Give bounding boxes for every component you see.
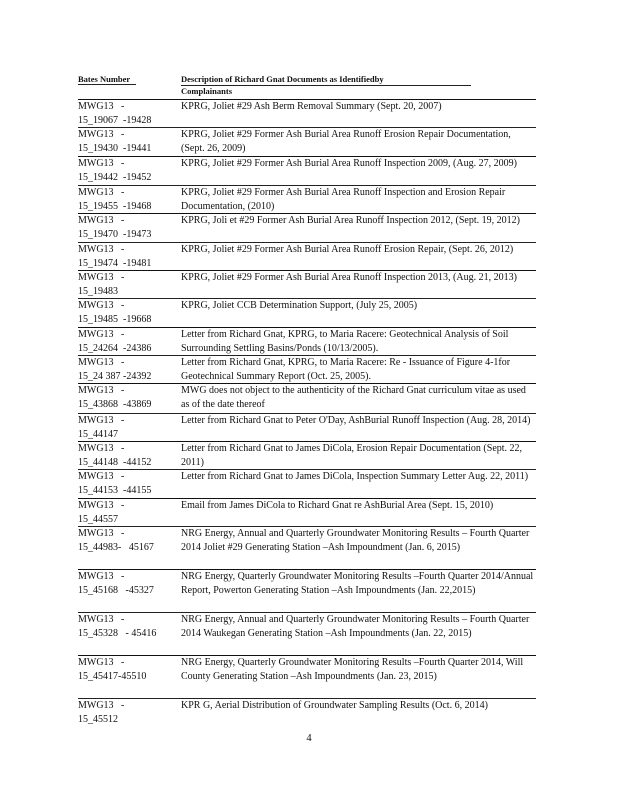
bates-number (78, 499, 178, 528)
bates-range: 15_19067 -19428 (78, 115, 152, 127)
bates-range: 15_19455 -19468 (78, 201, 152, 213)
table-row (78, 214, 536, 243)
bates-number (78, 214, 178, 243)
document-description: Letter from Richard Gnat, KPRG, to Maria Racere: Geotechnical Analysis of Soil Surrounding Settling Basins/Ponds (10/13/2005). (181, 329, 509, 355)
document-description: Letter from Richard Gnat to Peter O'Day, AshBurial Runoff Inspection (Aug. 28, 2014) (181, 415, 531, 426)
bates-number (78, 470, 178, 499)
bates-prefix: MWG13 - (78, 657, 125, 668)
bates-range: 15_44147 (78, 429, 118, 441)
bates-prefix: MWG13 - (78, 300, 125, 311)
bates-prefix: MWG13 - (78, 500, 125, 511)
bates-prefix: MWG13 - (78, 415, 125, 426)
document-description: Letter from Richard Gnat to James DiCola, Erosion Repair Documentation (Sept. 22, 2011) (181, 443, 523, 469)
table-row (78, 613, 536, 656)
table-row (78, 656, 536, 699)
bates-number (78, 100, 178, 129)
document-description: KPRG, Joliet #29 Former Ash Burial Area Runoff Inspection 2013, (Aug. 21, 2013) (181, 272, 517, 283)
bates-number (78, 271, 178, 300)
table-row (78, 527, 536, 570)
bates-number (78, 613, 178, 642)
document-description: KPRG, Joliet #29 Former Ash Burial Area Runoff Inspection 2009, (Aug. 27, 2009) (181, 158, 517, 169)
bates-prefix: MWG13 - (78, 471, 125, 482)
bates-range: 15_19430 -19441 (78, 143, 152, 155)
bates-number (78, 356, 178, 385)
bates-range: 15_45417-45510 (78, 671, 147, 683)
document-description: Letter from Richard Gnat to James DiCola, Inspection Summary Letter Aug. 22, 2011) (181, 471, 529, 482)
column-header-description-line1: Description of Richard Gnat Documents as Identifiedby (181, 74, 471, 86)
bates-range: 15_43868 -43869 (78, 399, 152, 411)
table-row (78, 499, 536, 527)
column-header-description-line2: Complainants (181, 86, 233, 96)
bates-prefix: MWG13 - (78, 614, 125, 625)
bates-range: 15_19485 -19668 (78, 314, 152, 326)
bates-prefix: MWG13 - (78, 443, 125, 454)
bates-range: 15_24264 -24386 (78, 343, 152, 355)
table-row (78, 328, 536, 356)
document-description: KPRG, Joliet #29 Ash Berm Removal Summary (Sept. 20, 2007) (181, 101, 442, 112)
bates-prefix: MWG13 - (78, 528, 125, 539)
bates-number (78, 442, 178, 471)
bates-prefix: MWG13 - (78, 329, 125, 340)
document-description: KPRG, Joli et #29 Former Ash Burial Area Runoff Inspection 2012, (Sept. 19, 2012) (181, 215, 520, 226)
bates-range: 15_19474 -19481 (78, 258, 152, 270)
table-row (78, 442, 536, 470)
table-row (78, 414, 536, 442)
bates-number (78, 157, 178, 186)
page-number: 4 (306, 733, 312, 744)
table-row (78, 100, 536, 128)
bates-range: 15_45168 -45327 (78, 585, 154, 597)
document-description: NRG Energy, Annual and Quarterly Groundwater Monitoring Results – Fourth Quarter 2014 Waukegan Generating Station –Ash Impoundments (Jan. 22, 2015) (181, 614, 530, 640)
bates-number (78, 328, 178, 357)
bates-range: 15_44148 -44152 (78, 457, 152, 469)
bates-prefix: MWG13 - (78, 357, 125, 368)
document-description: KPRG, Joliet CCB Determination Support, (July 25, 2005) (181, 300, 418, 311)
bates-range: 15_44557 (78, 514, 118, 526)
table-row (78, 186, 536, 214)
document-description: NRG Energy, Quarterly Groundwater Monitoring Results –Fourth Quarter 2014, Will County Generating Station –Ash Impoundments (Jan. 23, 2015) (181, 657, 524, 683)
bates-number (78, 186, 178, 215)
document-description: NRG Energy, Annual and Quarterly Groundwater Monitoring Results – Fourth Quarter 2014 Joliet #29 Generating Station –Ash Impoundment (Jan. 6, 2015) (181, 528, 530, 554)
bates-number (78, 656, 178, 685)
table-row (78, 356, 536, 384)
bates-number (78, 128, 178, 157)
bates-number (78, 699, 178, 728)
table-row (78, 128, 536, 157)
column-header-description (181, 74, 471, 97)
table-row (78, 384, 536, 414)
document-description: KPRG, Joliet #29 Former Ash Burial Area Runoff Inspection and Erosion Repair Documentation, (2010) (181, 187, 506, 213)
bates-number (78, 299, 178, 328)
bates-number (78, 243, 178, 272)
bates-number (78, 384, 178, 413)
document-description: NRG Energy, Quarterly Groundwater Monitoring Results –Fourth Quarter 2014/Annual Report, Powerton Generating Station –Ash Impoundments (Jan. 22,2015) (181, 571, 534, 597)
bates-prefix: MWG13 - (78, 700, 125, 711)
table-row (78, 157, 536, 186)
bates-number (78, 570, 178, 599)
document-description: Letter from Richard Gnat, KPRG, to Maria Racere: Re - Issuance of Figure 4-1for Geotechnical Summary Report (Oct. 25, 2005). (181, 357, 511, 383)
bates-number (78, 527, 178, 556)
bates-range: 15_19483 (78, 286, 118, 298)
table-row (78, 299, 536, 328)
bates-range: 15_44983- 45167 (78, 542, 154, 554)
table-row (78, 570, 536, 613)
bates-prefix: MWG13 - (78, 272, 125, 283)
bates-prefix: MWG13 - (78, 385, 125, 396)
bates-number (78, 414, 178, 443)
bates-prefix: MWG13 - (78, 129, 125, 140)
bates-prefix: MWG13 - (78, 101, 125, 112)
column-header-bates: Bates Number (78, 74, 136, 85)
bates-range: 15_24 387 -24392 (78, 371, 152, 383)
bates-prefix: MWG13 - (78, 158, 125, 169)
bates-range: 15_19470 -19473 (78, 229, 152, 241)
bates-range: 15_45328 - 45416 (78, 628, 157, 640)
document-description: MWG does not object to the authenticity of the Richard Gnat curriculum vitae as used as of the date thereof (181, 385, 526, 411)
bates-range: 15_44153 -44155 (78, 485, 152, 497)
document-description: KPRG, Joliet #29 Former Ash Burial Area Runoff Erosion Repair Documentation, (Sept. 26, 2009) (181, 129, 511, 155)
bates-prefix: MWG13 - (78, 187, 125, 198)
table-row (78, 243, 536, 271)
document-description: KPR G, Aerial Distribution of Groundwater Sampling Results (Oct. 6, 2014) (181, 700, 488, 711)
table-row (78, 470, 536, 499)
table-row (78, 271, 536, 299)
bates-range: 15_45512 (78, 714, 118, 726)
bates-prefix: MWG13 - (78, 571, 125, 582)
document-description: Email from James DiCola to Richard Gnat re AshBurial Area (Sept. 15, 2010) (181, 500, 494, 511)
bates-prefix: MWG13 - (78, 244, 125, 255)
bates-range: 15_19442 -19452 (78, 172, 152, 184)
table-row (78, 699, 536, 729)
document-description: KPRG, Joliet #29 Former Ash Burial Area Runoff Erosion Repair, (Sept. 26, 2012) (181, 244, 514, 255)
bates-prefix: MWG13 - (78, 215, 125, 226)
